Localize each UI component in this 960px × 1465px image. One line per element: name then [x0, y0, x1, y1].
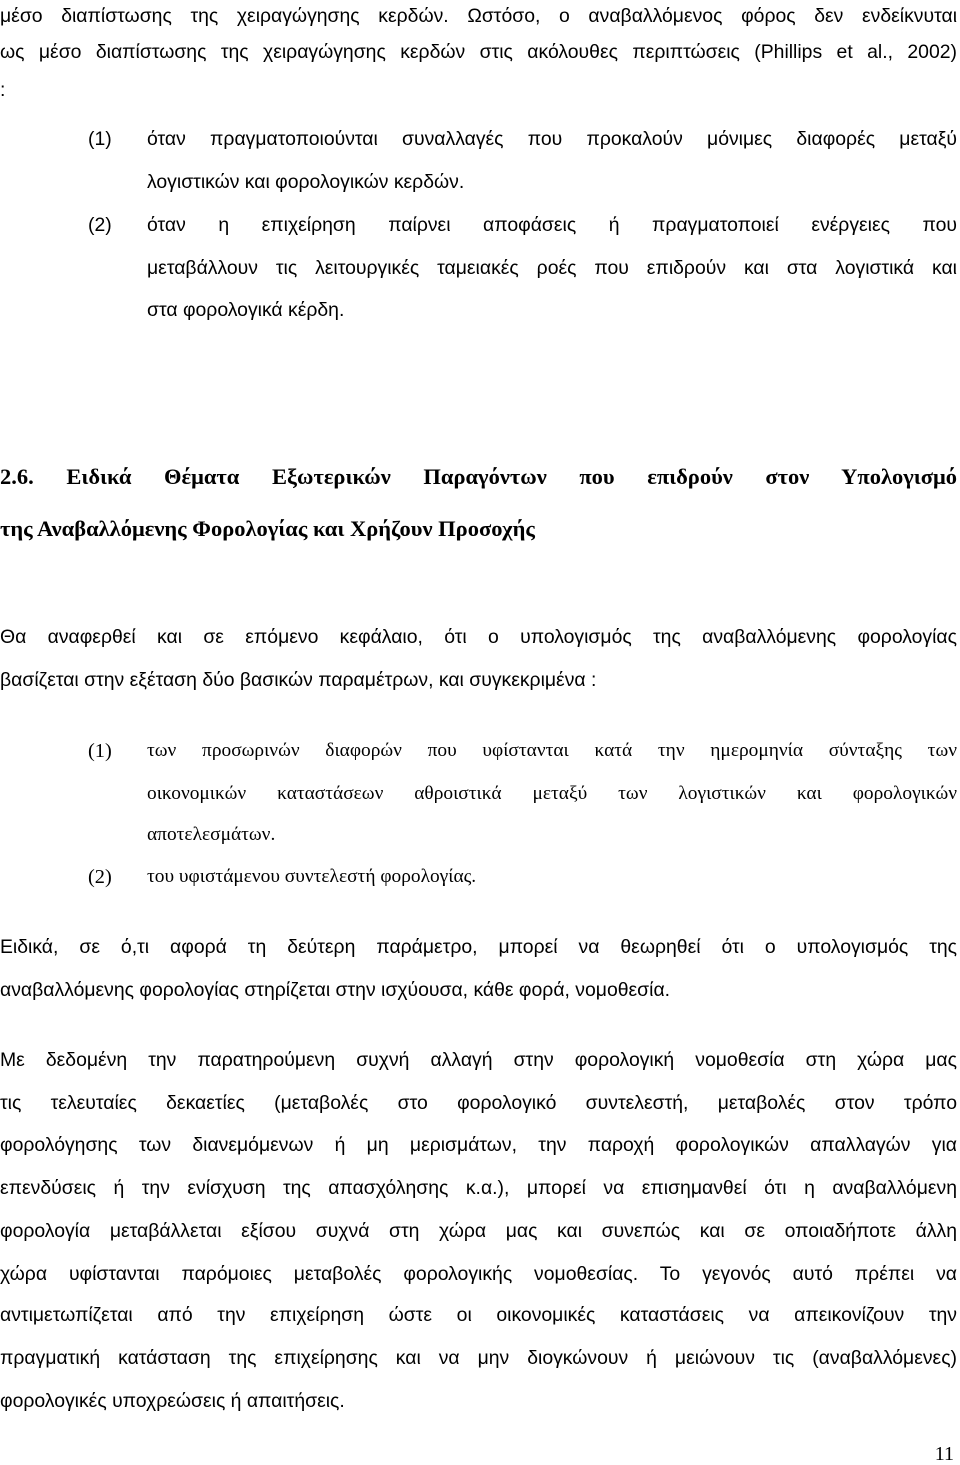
list-item-line: μεταβάλλουν τις λειτουργικές ταμειακές ροές που επιδρούν και στα λογιστικά και [147, 257, 957, 279]
paragraph-line: πραγματική κατάσταση της επιχείρησης και να μην διογκώνουν ή μειώνουν τις (αναβαλλόμενες) [0, 1347, 957, 1369]
list-item-line: οικονομικών καταστάσεων αθροιστικά μεταξύ των λογιστικών και φορολογικών [147, 783, 957, 804]
intro-line: μέσο διαπίστωσης της χειραγώγησης κερδών. Ωστόσο, ο αναβαλλόμενος φόρος δεν ενδείκνυται [0, 5, 957, 27]
paragraph-line: τις τελευταίες δεκαετίες (μεταβολές στο φορολογικό συντελεστή, μεταβολές στον τρόπο [0, 1092, 957, 1114]
list-item-number: (2) [88, 866, 112, 888]
section-heading: της Αναβαλλόμενης Φορολογίας και Χρήζουν Προσοχής [0, 516, 535, 541]
list-item-line: στα φορολογικά κέρδη. [147, 299, 345, 321]
list-item-line: λογιστικών και φορολογικών κερδών. [147, 171, 465, 193]
page-number: 11 [934, 1443, 954, 1465]
paragraph-line: Ειδικά, σε ό,τι αφορά τη δεύτερη παράμετρο, μπορεί να θεωρηθεί ότι ο υπολογισμός της [0, 936, 957, 958]
paragraph-line: αναβαλλόμενης φορολογίας στηρίζεται στην ισχύουσα, κάθε φορά, νομοθεσία. [0, 979, 671, 1001]
paragraph-line: Με δεδομένη την παρατηρούμενη συχνή αλλαγή στην φορολογική νομοθεσία στη χώρα μας [0, 1049, 957, 1071]
paragraph-line: αντιμετωπίζεται από την επιχείρηση ώστε οι οικονομικές καταστάσεις να απεικονίζουν την [0, 1304, 957, 1326]
paragraph-line: χώρα υφίστανται παρόμοιες μεταβολές φορολογικής νομοθεσίας. Το γεγονός αυτό πρέπει να [0, 1263, 957, 1285]
list-item-line: αποτελεσμάτων. [147, 824, 276, 845]
list-item-line: όταν πραγματοποιούνται συναλλαγές που προκαλούν μόνιμες διαφορές μεταξύ [147, 128, 957, 150]
intro-line: : [0, 79, 6, 101]
list-item-line: όταν η επιχείρηση παίρνει αποφάσεις ή πραγματοποιεί ενέργειες που [147, 214, 957, 236]
section-heading: 2.6. Ειδικά Θέματα Εξωτερικών Παραγόντων που επιδρούν στον Υπολογισμό [0, 464, 957, 489]
list-item-number: (1) [88, 740, 112, 762]
paragraph-line: φορολογικές υποχρεώσεις ή απαιτήσεις. [0, 1390, 345, 1412]
list-item-number: (1) [88, 128, 112, 150]
list-item-line: των προσωρινών διαφορών που υφίστανται κατά την ημερομηνία σύνταξης των [147, 740, 957, 761]
paragraph-line: φορολόγησης των διανεμόμενων ή μη μερισμάτων, την παροχή φορολογικών απαλλαγών για [0, 1134, 957, 1156]
paragraph-line: επενδύσεις ή την ενίσχυση της απασχόλησης κ.α.), μπορεί να επισημανθεί ότι η αναβαλλόμενη [0, 1177, 957, 1199]
intro-line: ως μέσο διαπίστωσης της χειραγώγησης κερδών στις ακόλουθες περιπτώσεις (Phillips et al., 2002) [0, 41, 957, 63]
list-item-number: (2) [88, 214, 112, 236]
list-item-line: του υφιστάμενου συντελεστή φορολογίας. [147, 866, 477, 887]
paragraph-line: Θα αναφερθεί και σε επόμενο κεφάλαιο, ότι ο υπολογισμός της αναβαλλόμενης φορολογίας [0, 626, 957, 648]
paragraph-line: φορολογία μεταβάλλεται εξίσου συχνά στη χώρα μας και συνεπώς και σε οποιαδήποτε άλλη [0, 1220, 957, 1242]
paragraph-line: βασίζεται στην εξέταση δύο βασικών παραμέτρων, και συγκεκριμένα : [0, 669, 597, 691]
